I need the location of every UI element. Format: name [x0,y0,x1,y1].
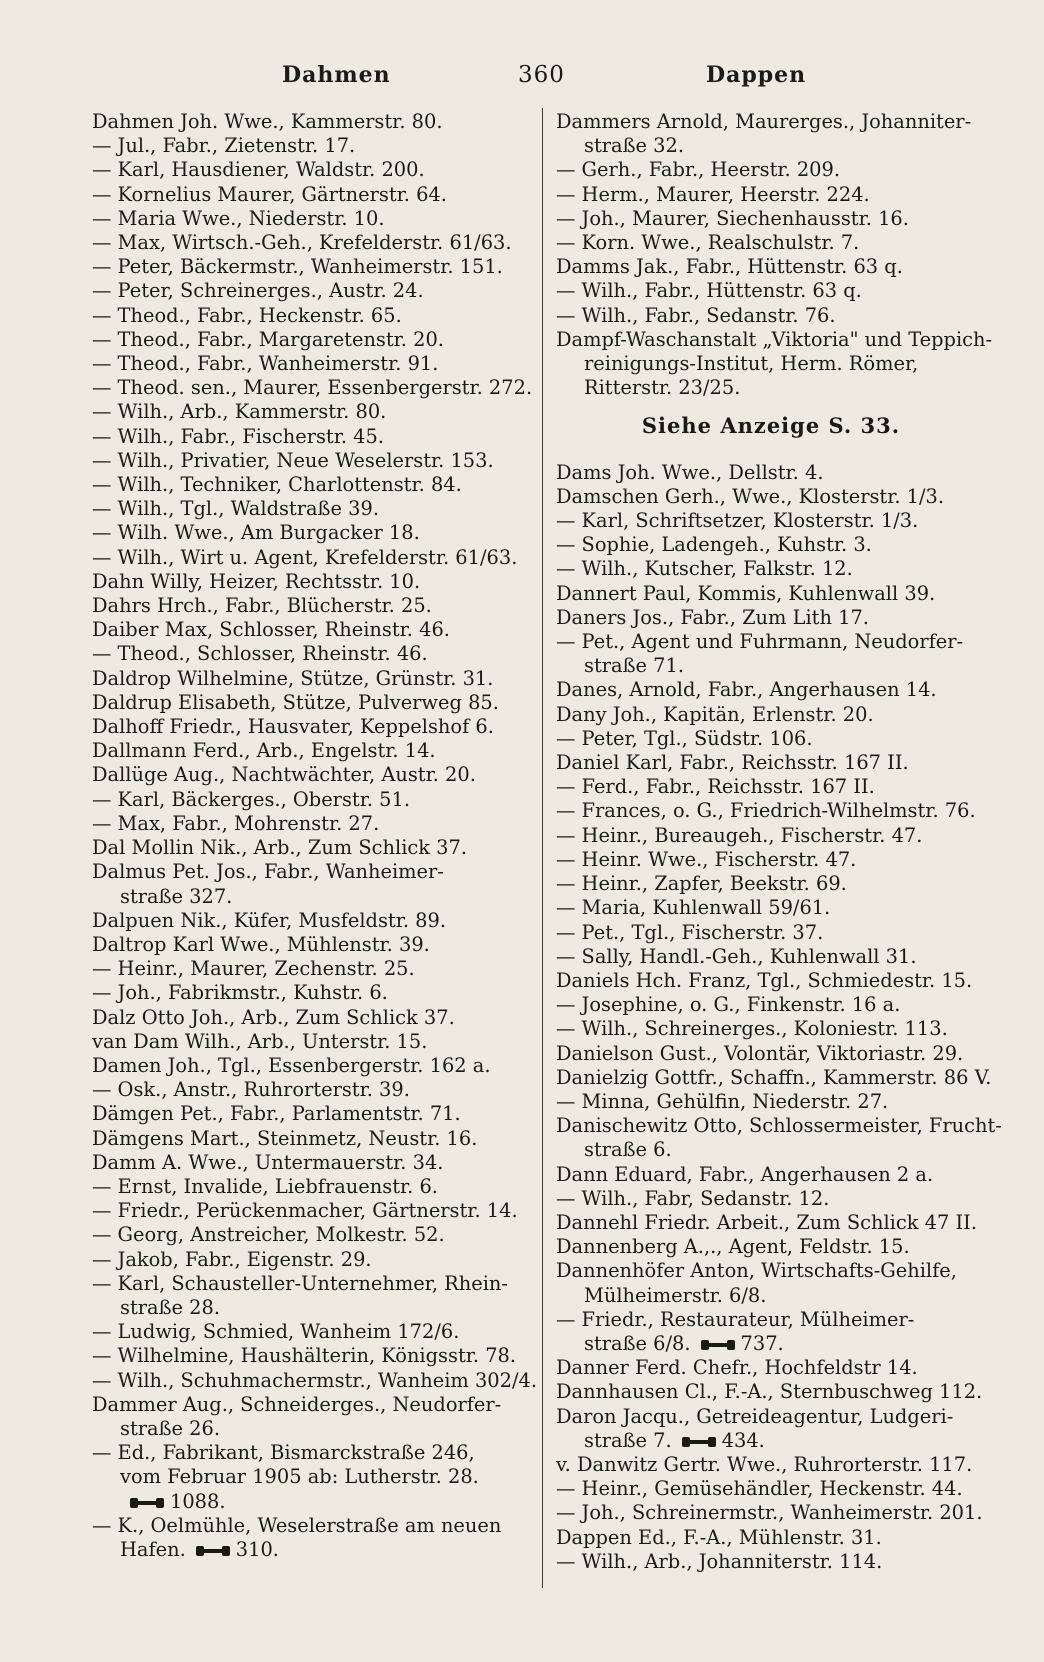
list-item: v. Danwitz Gertr. Wwe., Ruhrorterstr. 117. [556,1452,973,1476]
list-item: Damschen Gerh., Wwe., Klosterstr. 1/3. [556,484,945,508]
list-item: — Osk., Anstr., Ruhrorterstr. 39. [92,1078,410,1102]
list-item: van Dam Wilh., Arb., Unterstr. 15. [92,1029,428,1053]
list-item: Dappen Ed., F.-A., Mühlenstr. 31. [556,1525,882,1549]
list-item: — Peter, Schreinerges., Austr. 24. [92,279,424,303]
list-item: — Wilh., Arb., Kammerstr. 80. [92,400,387,424]
list-item: — Pet., Tgl., Fischerstr. 37. [556,920,824,944]
list-item: Dal Mollin Nik., Arb., Zum Schlick 37. [92,836,468,860]
list-item: — Joh., Fabrikmstr., Kuhstr. 6. [92,981,388,1005]
list-item: — Wilh., Fabr., Hüttenstr. 63 q. [556,279,862,303]
list-item: Daniel Karl, Fabr., Reichsstr. 167 II. [556,751,909,775]
list-item: — Joh., Maurer, Siechenhausstr. 16. [556,206,909,230]
list-item: Dampf-Waschanstalt „Viktoria" und Teppich- [556,327,993,351]
list-item: — Korn. Wwe., Realschulstr. 7. [556,231,860,255]
list-item: — Peter, Bäckermstr., Wanheimerstr. 151. [92,255,503,279]
header-right-keyword: Dappen [706,62,807,88]
phone-number: 1088. [170,1489,226,1513]
list-item: Dalz Otto Joh., Arb., Zum Schlick 37. [92,1005,455,1029]
list-item: — Wilh., Kutscher, Falkstr. 12. [556,557,853,581]
list-item: — Pet., Agent und Fuhrmann, Neudorfer- [556,630,964,654]
list-item: Dahrs Hrch., Fabr., Blücherstr. 25. [92,594,432,618]
list-item: — Jul., Fabr., Zietenstr. 17. [92,134,356,158]
list-item: — Ernst, Invalide, Liebfrauenstr. 6. [92,1174,438,1198]
list-item: Dany Joh., Kapitän, Erlenstr. 20. [556,702,874,726]
list-item-continuation: straße 32. [584,134,685,158]
list-item: Daniels Hch. Franz, Tgl., Schmiedestr. 15. [556,968,973,992]
header-left-keyword: Dahmen [282,62,391,88]
list-item: — Ferd., Fabr., Reichsstr. 167 II. [556,775,875,799]
list-item: — Karl, Schausteller-Unternehmer, Rhein- [92,1271,508,1295]
list-item: — Frances, o. G., Friedrich-Wilhelmstr. 76. [556,799,976,823]
advertisement-reference: Siehe Anzeige S. 33. [641,413,901,439]
column-divider [542,108,543,1588]
list-item: — Heinr., Zapfer, Beekstr. 69. [556,872,847,896]
telephone-receiver-icon [130,1498,164,1508]
list-item: — Josephine, o. G., Finkenstr. 16 a. [556,993,901,1017]
list-item: — Heinr. Wwe., Fischerstr. 47. [556,847,857,871]
list-item-continuation: straße 327. [120,884,233,908]
list-item: — Wilh., Wirt u. Agent, Krefelderstr. 61/63. [92,545,518,569]
list-item-continuation: straße 6. [584,1138,672,1162]
list-item: — Wilhelmine, Haushälterin, Königsstr. 78. [92,1344,517,1368]
list-item: Dams Joh. Wwe., Dellstr. 4. [556,460,824,484]
list-item: Danielzig Gottfr., Schaffn., Kammerstr. 86 V. [556,1065,992,1089]
list-item: — Sophie, Ladengeh., Kuhstr. 3. [556,533,872,557]
list-item: Daltrop Karl Wwe., Mühlenstr. 39. [92,932,430,956]
right-column [556,110,1002,1574]
list-item: Dannenberg A.,., Agent, Feldstr. 15. [556,1235,910,1259]
list-item: — Jakob, Fabr., Eigenstr. 29. [92,1247,372,1271]
list-item: — Peter, Tgl., Südstr. 106. [556,726,813,750]
list-item-continuation: reinigungs-Institut, Herm. Römer, [584,352,919,376]
list-item: — Theod., Fabr., Margaretenstr. 20. [92,327,444,351]
list-item: — Heinr., Maurer, Zechenstr. 25. [92,957,415,981]
list-item: — Friedr., Restaurateur, Mülheimer- [556,1307,915,1331]
list-item: Danielson Gust., Volontär, Viktoriastr. 29. [556,1041,964,1065]
telephone-receiver-icon [701,1340,735,1350]
list-item-text: straße 6/8. [584,1331,691,1355]
list-item-continuation: Ritterstr. 23/25. [584,376,741,400]
list-item: — Wilh., Privatier, Neue Weselerstr. 153. [92,448,494,472]
list-item: Damen Joh., Tgl., Essenbergerstr. 162 a. [92,1053,491,1077]
list-item: — Karl, Schriftsetzer, Klosterstr. 1/3. [556,509,919,533]
list-item: Dammer Aug., Schneiderges., Neudorfer- [92,1392,502,1416]
list-item: Dannert Paul, Kommis, Kuhlenwall 39. [556,581,936,605]
phone-number: 434. [721,1428,765,1452]
list-item: Dammers Arnold, Maurerges., Johanniter- [556,110,972,133]
list-item: — Wilh., Fabr, Sedanstr. 12. [556,1186,830,1210]
list-item: Danes, Arnold, Fabr., Angerhausen 14. [556,678,937,702]
list-item: Dämgens Mart., Steinmetz, Neustr. 16. [92,1126,478,1150]
list-item-continuation: vom Februar 1905 ab: Lutherstr. 28. [120,1465,479,1489]
list-item-text: straße 7. [584,1428,672,1452]
list-item: — Ed., Fabrikant, Bismarckstraße 246, [92,1441,475,1465]
list-item: Dämgen Pet., Fabr., Parlamentstr. 71. [92,1102,461,1126]
list-item: — Wilh., Techniker, Charlottenstr. 84. [92,473,462,497]
telephone-receiver-icon [196,1546,230,1556]
list-item: Dannhausen Cl., F.-A., Sternbuschweg 112. [556,1380,983,1404]
list-item: Damms Jak., Fabr., Hüttenstr. 63 q. [556,255,903,279]
list-item: — Wilh., Fabr., Sedanstr. 76. [556,303,836,327]
list-item-continuation: straße 26. [120,1416,221,1440]
list-item-continuation [556,1429,986,1453]
list-item: Danner Ferd. Chefr., Hochfeldstr 14. [556,1356,918,1380]
list-item: Dann Eduard, Fabr., Angerhausen 2 a. [556,1162,934,1186]
list-item: Dalmus Pet. Jos., Fabr., Wanheimer- [92,860,444,884]
list-item: Dalpuen Nik., Küfer, Musfeldstr. 89. [92,908,447,932]
list-item: Dallmann Ferd., Arb., Engelstr. 14. [92,739,436,763]
list-item: — Wilh., Arb., Johanniterstr. 114. [556,1549,883,1573]
list-item: — Karl, Hausdiener, Waldstr. 200. [92,158,425,182]
list-item: — Wilh. Wwe., Am Burgacker 18. [92,521,420,545]
list-item: — Friedr., Perückenmacher, Gärtnerstr. 14. [92,1199,518,1223]
list-item: — Herm., Maurer, Heerstr. 224. [556,182,870,206]
list-item: Daldrup Elisabeth, Stütze, Pulverweg 85. [92,690,499,714]
list-item: — Maria Wwe., Niederstr. 10. [92,206,385,230]
list-item: Dannehl Friedr. Arbeit., Zum Schlick 47 II. [556,1210,977,1234]
list-item: — Wilh., Schreinerges., Koloniestr. 113. [556,1017,948,1041]
left-column [92,110,537,1562]
list-item: — Sally, Handl.-Geh., Kuhlenwall 31. [556,944,917,968]
list-item: Daron Jacqu., Getreideagentur, Ludgeri- [556,1404,954,1428]
list-item: Dallüge Aug., Nachtwächter, Austr. 20. [92,763,476,787]
list-item: Damm A. Wwe., Untermauerstr. 34. [92,1150,444,1174]
list-item: — Heinr., Bureaugeh., Fischerstr. 47. [556,823,923,847]
list-item: — Wilh., Fabr., Fischerstr. 45. [92,424,385,448]
list-item: Danischewitz Otto, Schlossermeister, Frucht- [556,1114,1002,1138]
list-item-continuation: straße 28. [120,1295,221,1319]
list-item: Daldrop Wilhelmine, Stütze, Grünstr. 31. [92,666,494,690]
list-item: — Max, Wirtsch.-Geh., Krefelderstr. 61/63. [92,231,512,255]
list-item: Dalhoff Friedr., Hausvater, Keppelshof 6. [92,715,494,739]
list-item: — Gerh., Fabr., Heerstr. 209. [556,158,841,182]
list-item: — Wilh., Schuhmachermstr., Wanheim 302/4. [92,1368,537,1392]
page-number: 360 [518,62,565,88]
list-item: — Wilh., Tgl., Waldstraße 39. [92,497,379,521]
list-item: Dahn Willy, Heizer, Rechtsstr. 10. [92,569,421,593]
list-item: — Joh., Schreinermstr., Wanheimerstr. 201. [556,1501,983,1525]
list-item: Dannenhöfer Anton, Wirtschafts-Gehilfe, [556,1259,957,1283]
list-item: — Maria, Kuhlenwall 59/61. [556,896,831,920]
list-item-continuation [556,1332,986,1356]
list-item-text: Hafen. [120,1537,186,1561]
list-item: — Ludwig, Schmied, Wanheim 172/6. [92,1320,460,1344]
list-item: — Theod., Schlosser, Rheinstr. 46. [92,642,428,666]
list-item: — Georg, Anstreicher, Molkestr. 52. [92,1223,445,1247]
list-item: — Heinr., Gemüsehändler, Heckenstr. 44. [556,1477,963,1501]
list-item: — K., Oelmühle, Weselerstraße am neuen [92,1513,502,1537]
list-item-continuation: straße 71. [584,654,685,678]
phone-number: 310. [235,1537,279,1561]
list-item: Dahmen Joh. Wwe., Kammerstr. 80. [92,110,443,133]
list-item: Daners Jos., Fabr., Zum Lith 17. [556,605,869,629]
list-item: — Max, Fabr., Mohrenstr. 27. [92,811,380,835]
phone-number: 737. [740,1331,784,1355]
list-item: — Theod., Fabr., Wanheimerstr. 91. [92,352,439,376]
list-item-continuation [92,1490,520,1514]
list-item: — Kornelius Maurer, Gärtnerstr. 64. [92,182,447,206]
list-item-continuation: Mülheimerstr. 6/8. [584,1283,767,1307]
list-item: — Theod., Fabr., Heckenstr. 65. [92,303,402,327]
list-item: — Minna, Gehülfin, Niederstr. 27. [556,1089,889,1113]
list-item: — Karl, Bäckerges., Oberstr. 51. [92,787,410,811]
list-item-continuation [92,1538,520,1562]
telephone-receiver-icon [682,1437,716,1447]
list-item: Daiber Max, Schlosser, Rheinstr. 46. [92,618,450,642]
list-item: — Theod. sen., Maurer, Essenbergerstr. 272. [92,376,533,400]
